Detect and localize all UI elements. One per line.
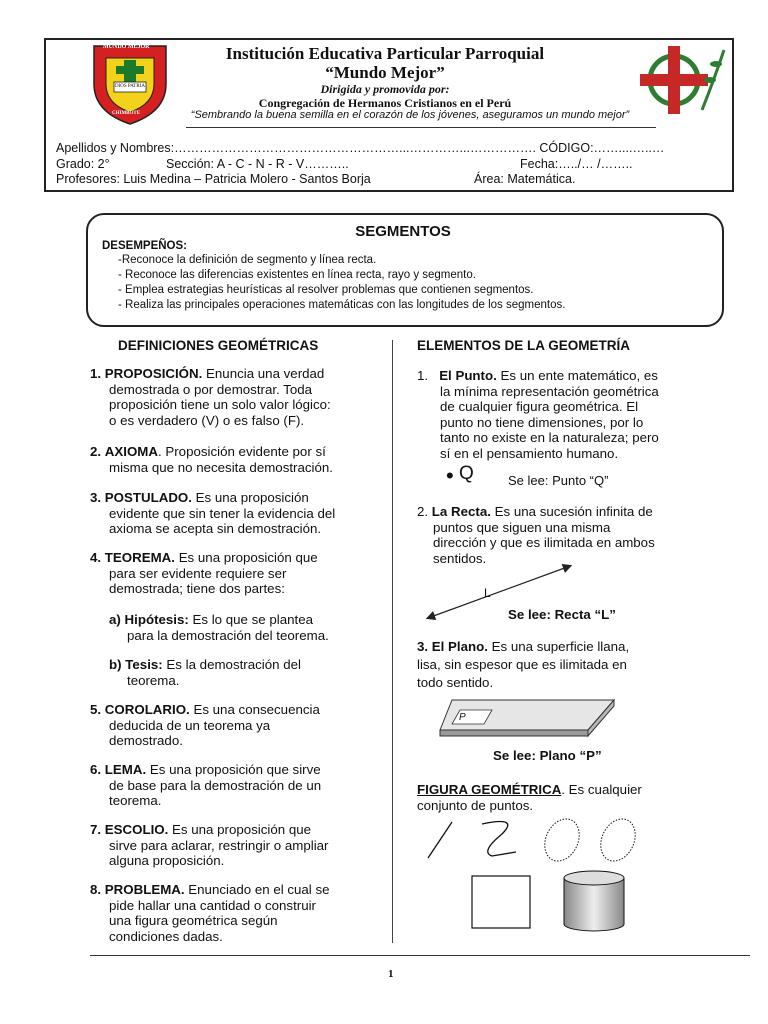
definition-postulado: 3. POSTULADO. Es una proposición evidente que sin tener la evidencia del axioma se acepta sin demostración. — [90, 490, 336, 536]
desempeno-1: -Reconoce la definición de segmento y línea recta. — [118, 254, 377, 266]
directed-by: Dirigida y promovida por: — [320, 82, 450, 96]
logo-text-middle: DIOS PATRIA — [115, 84, 145, 89]
congregation: Congregación de Hermanos Cristianos en el Perú — [258, 96, 512, 110]
desempeno-2: - Reconoce las diferencias existentes en línea recta, rayo y segmento. — [118, 269, 476, 281]
figure-shapes-row — [420, 812, 650, 868]
institution-title: Institución Educativa Particular Parroquial — [225, 44, 545, 63]
definition-problema: 8. PROBLEMA. Enunciado en el cual se pide hallar una cantidad o construir una figura geométrica según condiciones dadas. — [90, 882, 330, 944]
figure-dotted-oval-2 — [594, 813, 642, 866]
grade-field: Grado: 2° — [56, 157, 110, 171]
logo-text-bottom: CHIMBOTE — [112, 111, 141, 116]
figure-square — [472, 876, 530, 928]
teachers-field: Profesores: Luis Medina – Patricia Molero - Santos Borja — [56, 172, 371, 186]
desempeno-3: - Emplea estrategias heurísticas al resolver problemas que contienen segmentos. — [118, 284, 534, 296]
right-column-title: ELEMENTOS DE LA GEOMETRÍA — [417, 338, 631, 353]
desempeno-4: - Realiza las principales operaciones matemáticas con las longitudes de los segmentos. — [118, 299, 566, 311]
desempenos-label: DESEMPEÑOS: — [102, 240, 187, 252]
school-name: “Mundo Mejor” — [325, 63, 445, 82]
definition-proposicion: 1. PROPOSICIÓN. Enuncia una verdad demostrada o por demostrar. Toda proposición tiene un solo valor lógico: o es verdadero (V) o es falso (F). — [90, 366, 331, 428]
date-field: Fecha:…../… /…….. — [520, 157, 633, 171]
element-figura: FIGURA GEOMÉTRICA. Es cualquier conjunto de puntos. — [417, 782, 642, 813]
line-caption: Se lee: Recta “L” — [508, 607, 616, 622]
definition-axioma: 2. AXIOMA. Proposición evidente por sí misma que no necesita demostración. — [90, 444, 333, 475]
logo-text-top: MUNDO MEJOR — [103, 44, 150, 50]
figure-solids-row — [466, 870, 636, 934]
figure-cylinder — [564, 871, 624, 885]
left-column-title: DEFINICIONES GEOMÉTRICAS — [118, 338, 319, 353]
definition-teorema: 4. TEOREMA. Es una proposición que para ser evidente requiere ser demostrada; tiene dos partes: — [90, 550, 318, 596]
teorema-tesis: b) Tesis: Es la demostración del teorema. — [109, 657, 301, 688]
column-divider — [392, 340, 393, 943]
section-field: Sección: A - C - N - R - V……….. — [166, 157, 349, 171]
figure-dotted-oval-1 — [538, 813, 586, 866]
footer-line — [90, 955, 750, 956]
names-code-field: Apellidos y Nombres:………………………………………………...…………...……………. CÓDIGO:……....…..… — [56, 141, 665, 155]
plane-label: P — [459, 712, 466, 723]
element-recta: 2. La Recta. Es una sucesión infinita de puntos que siguen una misma dirección y que es ilimitada en ambos sentidos. — [417, 504, 655, 566]
point-label: Q — [459, 463, 474, 484]
element-plano: 3. El Plano. Es una superficie llana, lisa, sin espesor que es ilimitada en todo sentido. — [417, 639, 630, 690]
plane-caption: Se lee: Plano “P” — [493, 748, 602, 763]
teorema-hipotesis: a) Hipótesis: Es lo que se plantea para la demostración del teorema. — [109, 612, 329, 643]
motto: “Sembrando la buena semilla en el corazón de los jóvenes, aseguramos un mundo mejor” — [190, 109, 630, 121]
cross-emblem-logo — [632, 40, 728, 120]
definition-corolario: 5. COROLARIO. Es una consecuencia deducida de un teorema ya demostrado. — [90, 702, 320, 748]
definition-escolio: 7. ESCOLIO. Es una proposición que sirve para aclarar, restringir o ampliar alguna proposición. — [90, 822, 329, 868]
figure-segment — [428, 822, 452, 858]
topic-title: SEGMENTOS — [355, 223, 451, 240]
area-field: Área: Matemática. — [474, 172, 576, 186]
figure-curve — [482, 822, 516, 856]
point-dot-icon: • — [446, 463, 454, 488]
line-label: L — [484, 586, 491, 600]
header-divider — [186, 127, 656, 128]
element-punto: 1. El Punto. Es un ente matemático, es la mínima representación geométrica de cualquier figura geométrica. El punto no tiene dimensiones, por lo tanto no existe en la naturaleza; pero sí en el pensamiento humano. — [417, 368, 659, 461]
definition-lema: 6. LEMA. Es una proposición que sirve de base para la demostración de un teorema. — [90, 762, 322, 808]
page-number: 1 — [388, 968, 394, 980]
point-caption: Se lee: Punto “Q” — [508, 473, 609, 488]
